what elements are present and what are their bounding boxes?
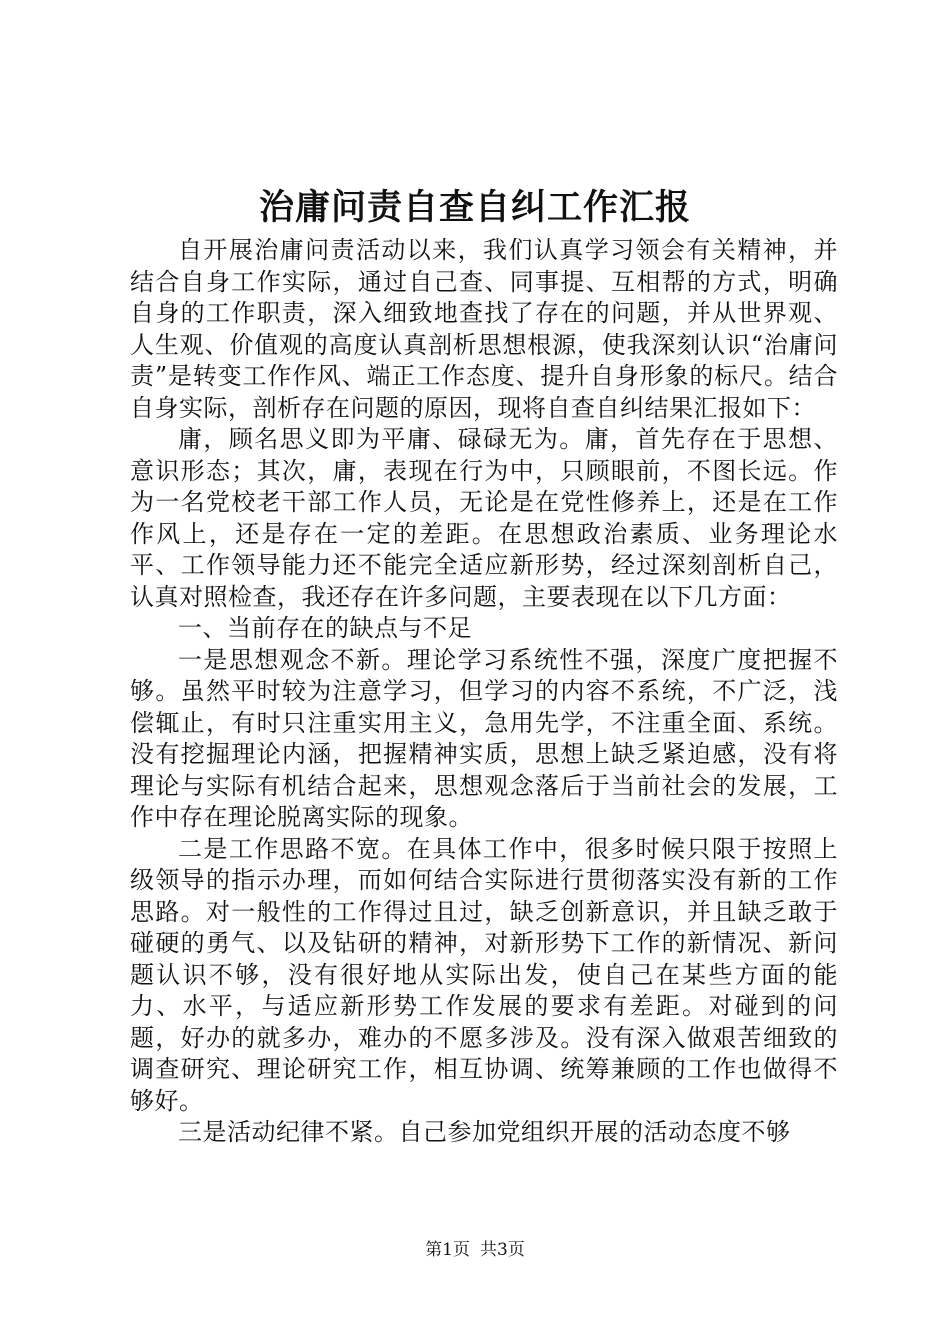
page-footer bbox=[0, 1238, 950, 1262]
paragraph-point-three: 三是活动纪律不紧。自己参加党组织开展的活动态度不够 bbox=[178, 1118, 791, 1146]
page-total: 共3页 bbox=[480, 1240, 525, 1260]
document-title: 治庸问责自查自纠工作汇报 bbox=[258, 187, 691, 228]
page-number: 第1页 bbox=[425, 1240, 470, 1260]
paragraph-point-two: 二是工作思路不宽。在具体工作中，很多时候只限于按照上级领导的指示办理，而如何结合实际进行贯彻落实没有新的工作思路。对一般性的工作得过且过，缺乏创新意识，并且缺乏敢于碰硬的勇气、以及钻研的精神，对新形势下工作的新情况、新问题认识不够，没有很好地从实际出发，使自己在某些方面的能力、水平，与适应新形势工作发展的要求有差距。对碰到的问题，好办的就多办，难办的不愿多涉及。没有深入做艰苦细致的调查研究、理论研究工作，相互协调、统筹兼顾的工作也做得不够好。 bbox=[130, 834, 838, 1115]
paragraph-point-one: 一是思想观念不新。理论学习系统性不强，深度广度把握不够。虽然平时较为注意学习，但学习的内容不系统，不广泛，浅偿辄止，有时只注重实用主义，急用先学，不注重全面、系统。没有挖掘理论内涵，把握精神实质，思想上缺乏紧迫感，没有将理论与实际有机结合起来，思想观念落后于当前社会的发展，工作中存在理论脱离实际的现象。 bbox=[130, 645, 838, 831]
document-body bbox=[130, 235, 838, 1149]
paragraph-definition: 庸，顾名思义即为平庸、碌碌无为。庸，首先存在于思想、意识形态；其次，庸，表现在行为中，只顾眼前，不图长远。作为一名党校老干部工作人员，无论是在党性修养上，还是在工作作风上，还是存在一定的差距。在思想政治素质、业务理论水平、工作领导能力还不能完全适应新形势，经过深刻剖析自己，认真对照检查，我还存在许多问题，主要表现在以下几方面： bbox=[130, 425, 838, 611]
section-heading: 一、当前存在的缺点与不足 bbox=[178, 614, 472, 642]
paragraph-intro: 自开展治庸问责活动以来，我们认真学习领会有关精神，并结合自身工作实际，通过自己查、同事提、互相帮的方式，明确自身的工作职责，深入细致地查找了存在的问题，并从世界观、人生观、价值观的高度认真剖析思想根源，使我深刻认识“治庸问责”是转变工作作风、端正工作态度、提升自身形象的标尺。结合自身实际，剖析存在问题的原因，现将自查自纠结果汇报如下： bbox=[130, 236, 838, 422]
